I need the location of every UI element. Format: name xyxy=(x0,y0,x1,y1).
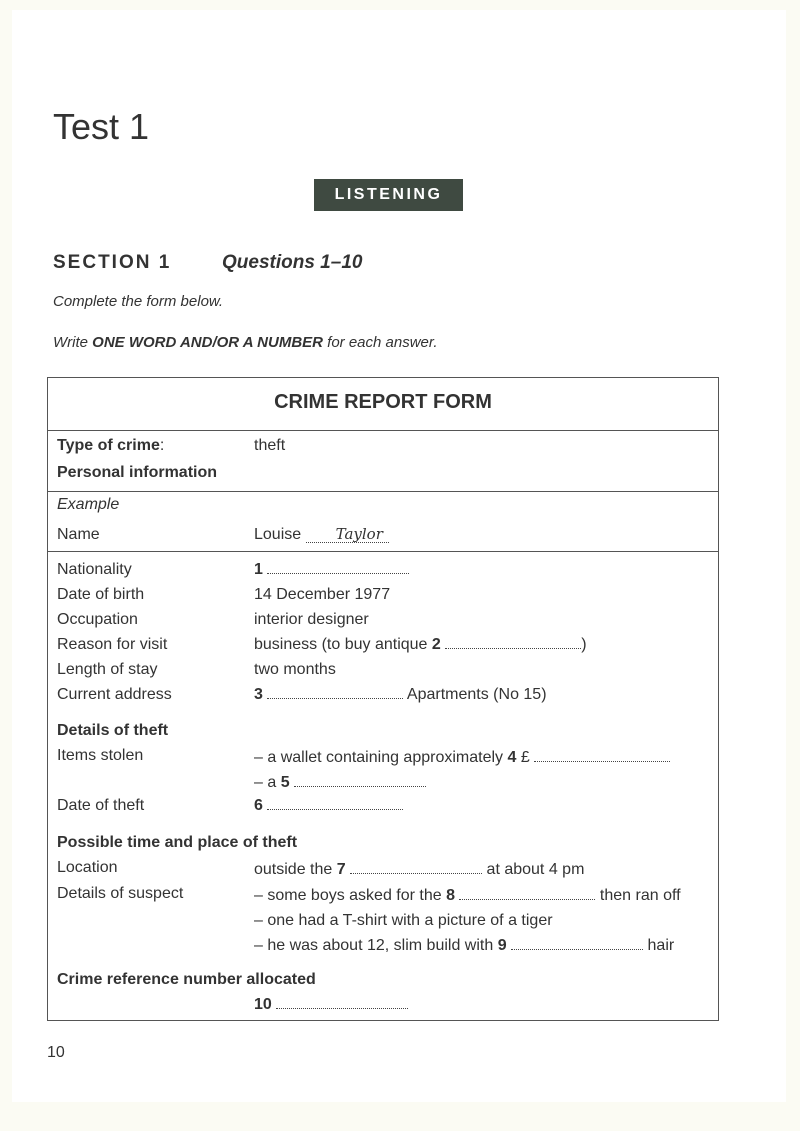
divider xyxy=(48,551,718,552)
suspect-label: Details of suspect xyxy=(57,885,184,902)
occupation-value: interior designer xyxy=(254,611,369,628)
length-label: Length of stay xyxy=(57,661,158,678)
page xyxy=(12,10,786,1102)
page-number: 10 xyxy=(47,1044,65,1061)
name-answer-handwritten: Taylor xyxy=(306,526,389,543)
answer-field-4[interactable]: – a wallet containing approximately 4 £ xyxy=(254,748,670,768)
reference-heading: Crime reference number allocated xyxy=(57,971,316,988)
dob-value: 14 December 1977 xyxy=(254,586,391,603)
nationality-label: Nationality xyxy=(57,561,132,578)
length-value: two months xyxy=(254,661,336,678)
date-theft-label: Date of theft xyxy=(57,797,145,814)
instruction-complete: Complete the form below. xyxy=(53,293,224,310)
test-title: Test 1 xyxy=(53,106,150,147)
answer-field-3[interactable]: 3 Apartments (No 15) xyxy=(254,686,547,703)
answer-field-7[interactable]: outside the 7 at about 4 pm xyxy=(254,861,585,878)
theft-heading: Details of theft xyxy=(57,722,169,739)
location-label: Location xyxy=(57,859,118,876)
instruction-write: Write ONE WORD AND/OR A NUMBER for each answer. xyxy=(53,334,438,351)
form-title: CRIME REPORT FORM xyxy=(274,391,492,413)
answer-field-1[interactable]: 1 xyxy=(254,560,409,580)
type-of-crime-value: theft xyxy=(254,437,286,454)
occupation-label: Occupation xyxy=(57,611,138,628)
answer-field-2[interactable]: business (to buy antique 2 ) xyxy=(254,636,587,653)
items-label: Items stolen xyxy=(57,747,144,764)
time-place-heading: Possible time and place of theft xyxy=(57,834,298,851)
address-label: Current address xyxy=(57,686,172,703)
reason-label: Reason for visit xyxy=(57,636,168,653)
section-label: SECTION 1 xyxy=(53,252,172,273)
answer-field-5[interactable]: – a 5 xyxy=(254,773,426,793)
type-of-crime-label: Type of crime: xyxy=(57,437,165,454)
answer-field-6[interactable]: 6 xyxy=(254,796,403,816)
listening-banner: LISTENING xyxy=(314,179,463,211)
divider xyxy=(48,491,718,492)
dob-label: Date of birth xyxy=(57,586,145,603)
answer-field-9[interactable]: – he was about 12, slim build with 9 hair xyxy=(254,937,675,954)
questions-label: Questions 1–10 xyxy=(222,252,363,273)
answer-field-10[interactable]: 10 xyxy=(254,995,408,1015)
crime-report-form xyxy=(47,377,719,1021)
name-value: Louise Taylor xyxy=(254,525,389,545)
personal-info-heading: Personal information xyxy=(57,464,218,481)
divider xyxy=(48,430,718,431)
name-label: Name xyxy=(57,526,100,543)
answer-field-8[interactable]: – some boys asked for the 8 then ran off xyxy=(254,887,681,904)
example-label: Example xyxy=(57,496,120,513)
suspect-detail-tshirt: – one had a T-shirt with a picture of a tiger xyxy=(254,912,553,929)
